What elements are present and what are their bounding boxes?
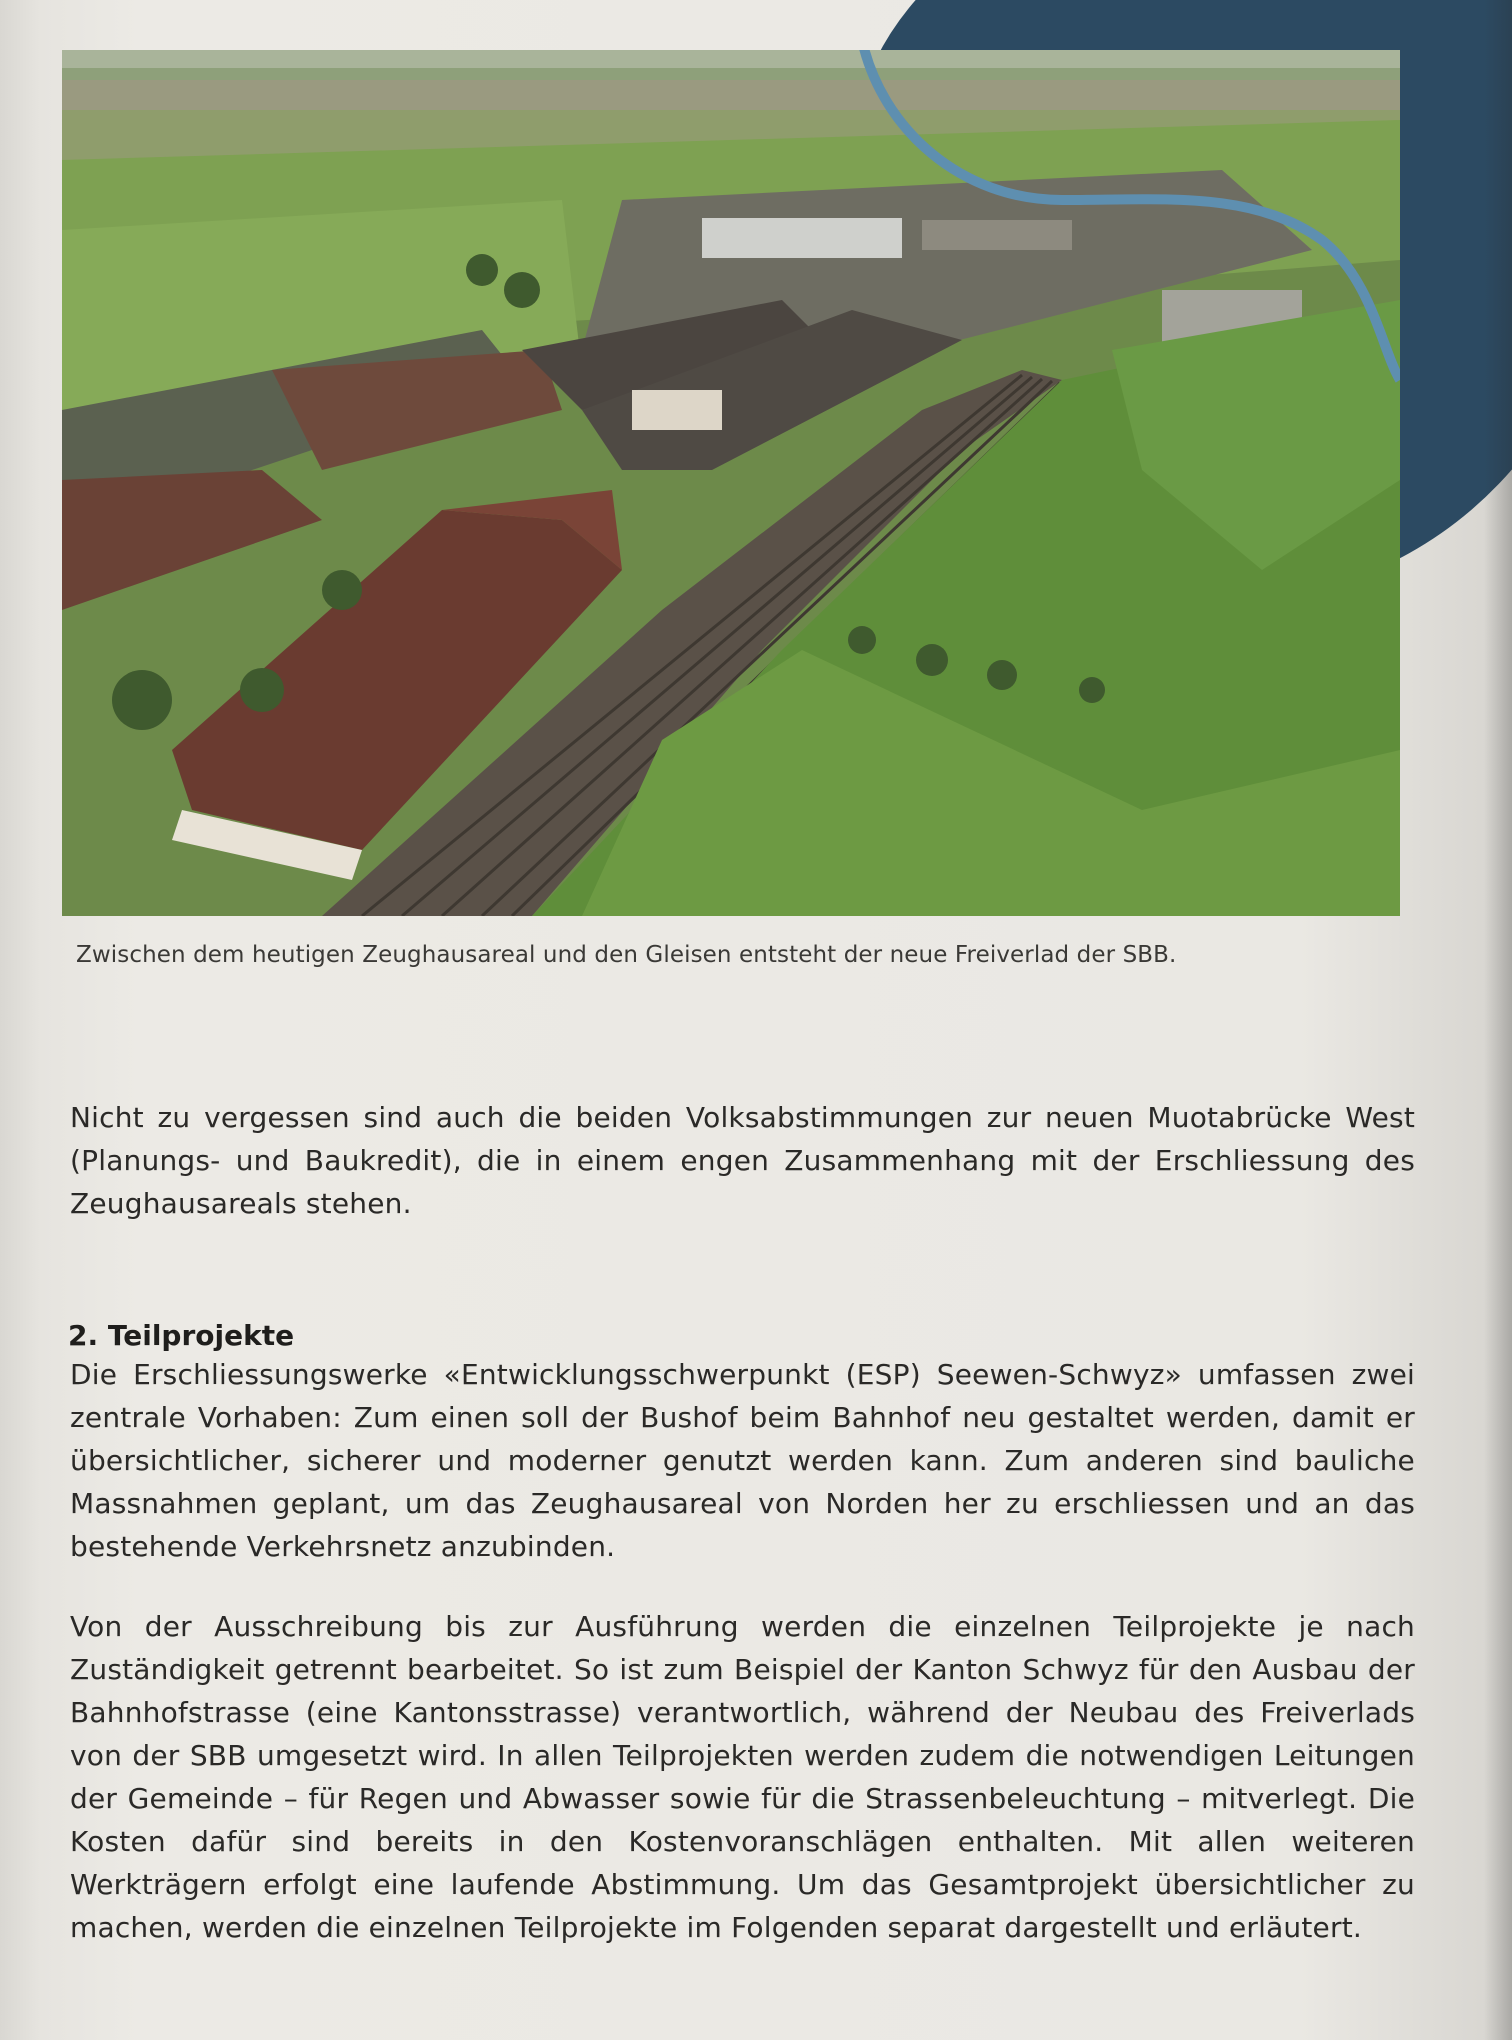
section-paragraph-2: Von der Ausschreibung bis zur Ausführung werden die einzelnen Teilprojekte je nach Zuständigkeit getrennt bearbeitet. So ist zum Beispiel der Kanton Schwyz für den Ausbau der Bahnhofstrasse (eine Kantonsstrasse) verantwortlich, während der Neubau des Freiverlads von der SBB umgesetzt wird. In allen Teilprojekten werden zudem die notwendigen Leitungen der Gemeinde – für Regen und Abwasser sowie für die Strassenbeleuchtung – mitverlegt. Die Kosten dafür sind bereits in den Kostenvoranschlägen enthalten. Mit allen weiteren Werkträgern erfolgt eine laufende Abstimmung. Um das Gesamtprojekt übersichtlicher zu machen, werden die einzelnen Teilprojekte im Folgenden separat dargestellt und erläutert. [70, 1610, 1415, 1944]
intro-paragraph: Nicht zu vergessen sind auch die beiden Volksabstimmungen zur neuen Muotabrücke West (Planungs- und Baukredit), die in einem engen Zusammenhang mit der Erschliessung des Zeughausareals stehen. [70, 1101, 1415, 1220]
aerial-photo-illustration [62, 50, 1400, 916]
aerial-photo [62, 50, 1400, 916]
section-paragraph-1: Die Erschliessungswerke «Entwicklungsschwerpunkt (ESP) Seewen-Schwyz» umfassen zwei zentrale Vorhaben: Zum einen soll der Bushof beim Bahnhof neu gestaltet werden, damit er übersichtlicher, sicherer und moderner genutzt werden kann. Zum anderen sind bauliche Massnahmen geplant, um das Zeughausareal von Norden her zu erschliessen und an das bestehende Verkehrsnetz anzubinden. [70, 1358, 1415, 1563]
page-edge-shadow [1484, 0, 1512, 2040]
photo-caption: Zwischen dem heutigen Zeughausareal und den Gleisen entsteht der neue Freiverlad der SBB. [76, 942, 1177, 968]
section-heading: 2. Teilprojekte [68, 1319, 295, 1352]
